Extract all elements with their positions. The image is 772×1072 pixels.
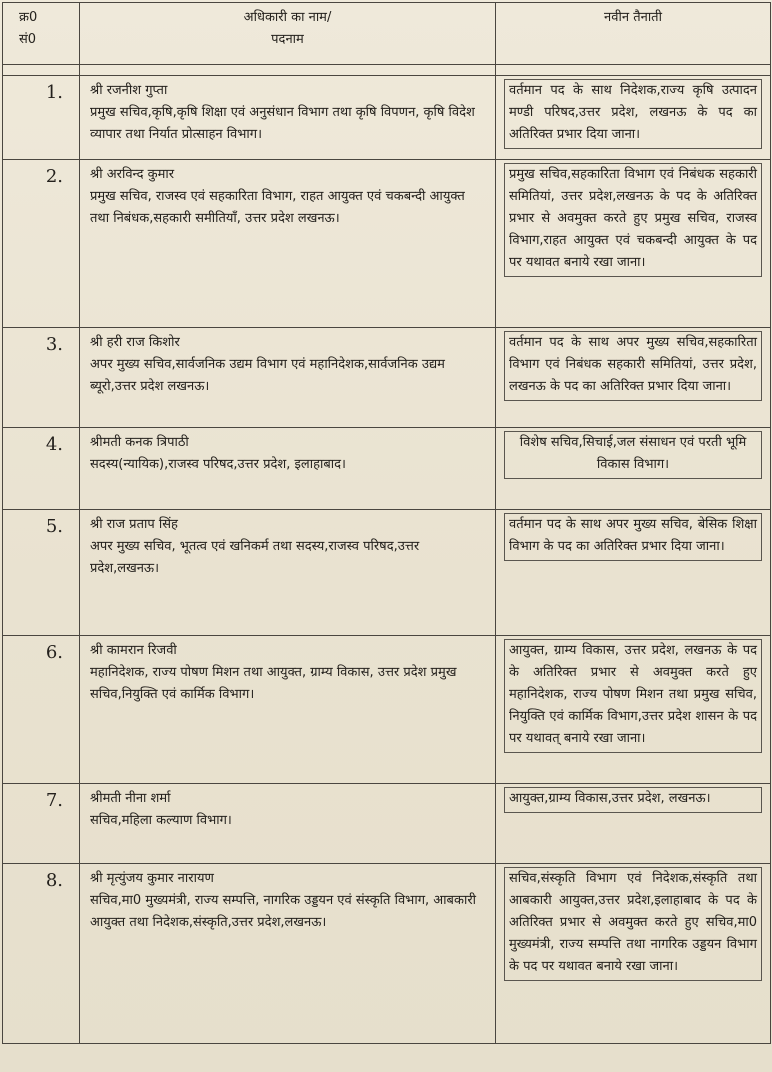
officer-cell: [80, 864, 496, 1044]
serial-number: 7.: [3, 784, 80, 864]
posting-text: वर्तमान पद के साथ निदेशक,राज्य कृषि उत्पादन मण्डी परिषद,उत्तर प्रदेश, लखनऊ के पद का अतिरिक्त प्रभार दिया जाना।: [504, 79, 762, 149]
spacer-row: [3, 65, 771, 76]
table-row: [3, 864, 771, 1044]
officer-cell: [80, 328, 496, 428]
posting-text: वर्तमान पद के साथ अपर मुख्य सचिव, बेसिक शिक्षा विभाग के पद का अतिरिक्त प्रभार दिया जाना।: [504, 513, 762, 561]
officer-cell: [80, 636, 496, 784]
serial-number: 4.: [3, 428, 80, 510]
serial-number: 8.: [3, 864, 80, 1044]
officer-name: श्री राज प्रताप सिंह: [90, 517, 178, 532]
serial-number: 1.: [3, 76, 80, 160]
serial-number: 2.: [3, 160, 80, 328]
table-row: [3, 636, 771, 784]
posting-cell: [496, 428, 771, 510]
officer-name: श्री हरी राज किशोर: [90, 335, 180, 350]
officer-name: श्री कामरान रिजवी: [90, 643, 177, 658]
officer-cell: [80, 428, 496, 510]
posting-table: [2, 2, 771, 1044]
table-row: [3, 76, 771, 160]
officer-header: अधिकारी का नाम/ पदनाम: [80, 3, 496, 65]
posting-text: आयुक्त,ग्राम्य विकास,उत्तर प्रदेश, लखनऊ।: [504, 787, 762, 813]
officer-name: श्रीमती कनक त्रिपाठी: [90, 435, 189, 450]
table-row: [3, 510, 771, 636]
officer-designation: अपर मुख्य सचिव,सार्वजनिक उद्यम विभाग एवं महानिदेशक,सार्वजनिक उद्यम ब्यूरो,उत्तर प्रदेश लखनऊ।: [90, 357, 445, 394]
officer-name: श्री मृत्युंजय कुमार नारायण: [90, 871, 214, 886]
officer-designation: प्रमुख सचिव, राजस्व एवं सहकारिता विभाग, राहत आयुक्त एवं चकबन्दी आयुक्त तथा निबंधक,सहकारी समीतियाँ, उत्तर प्रदेश लखनऊ।: [90, 189, 465, 226]
posting-cell: [496, 510, 771, 636]
posting-header: नवीन तैनाती: [496, 3, 771, 65]
posting-text: वर्तमान पद के साथ अपर मुख्य सचिव,सहकारिता विभाग एवं निबंधक सहकारी समितियां, उत्तर प्रदेश, लखनऊ के पद का अतिरिक्त प्रभार दिया जाना।: [504, 331, 762, 401]
table-row: [3, 784, 771, 864]
officer-designation: सचिव,मा0 मुख्यमंत्री, राज्य सम्पत्ति, नागरिक उड्डयन एवं संस्कृति विभाग, आबकारी आयुक्त तथा निदेशक,संस्कृति,उत्तर प्रदेश,लखनऊ।: [90, 893, 477, 930]
officer-name: श्री रजनीश गुप्ता: [90, 83, 168, 98]
posting-text: प्रमुख सचिव,सहकारिता विभाग एवं निबंधक सहकारी समितियां, उत्तर प्रदेश,लखनऊ के पद के अतिरिक्त प्रभार से अवमुक्त करते हुए प्रमुख सचिव, राजस्व विभाग,राहत आयुक्त एवं चकबन्दी आयुक्त के पद पर यथावत बनाये रखा जाना।: [504, 163, 762, 277]
officer-cell: [80, 76, 496, 160]
posting-text: विशेष सचिव,सिचाई,जल संसाधन एवं परती भूमि विकास विभाग।: [504, 431, 762, 479]
officer-cell: [80, 510, 496, 636]
officer-cell: [80, 160, 496, 328]
serial-header: क्र0 सं0: [3, 3, 80, 65]
table-row: [3, 428, 771, 510]
posting-text: सचिव,संस्कृति विभाग एवं निदेशक,संस्कृति तथा आबकारी आयुक्त,उत्तर प्रदेश,इलाहाबाद के पद के अतिरिक्त प्रभार से अवमुक्त करते हुए सचिव,मा0 मुख्यमंत्री, राज्य सम्पत्ति तथा नागरिक उड्डयन विभाग के पद पर यथावत बनाये रखा जाना।: [504, 867, 762, 981]
posting-cell: [496, 864, 771, 1044]
officer-cell: [80, 784, 496, 864]
posting-cell: [496, 636, 771, 784]
officer-designation: प्रमुख सचिव,कृषि,कृषि शिक्षा एवं अनुसंधान विभाग तथा कृषि विपणन, कृषि विदेश व्यापार तथा निर्यात प्रोत्साहन विभाग।: [90, 105, 475, 142]
header-row: [3, 3, 771, 65]
table-row: [3, 328, 771, 428]
officer-designation: अपर मुख्य सचिव, भूतत्व एवं खनिकर्म तथा सदस्य,राजस्व परिषद,उत्तर प्रदेश,लखनऊ।: [90, 539, 420, 576]
posting-text: आयुक्त, ग्राम्य विकास, उत्तर प्रदेश, लखनऊ के पद के अतिरिक्त प्रभार से अवमुक्त करते हुए महानिदेशक, राज्य पोषण मिशन तथा प्रमुख सचिव, नियुक्ति एवं कार्मिक विभाग,उत्तर प्रदेश शासन के पद पर यथावत् बनाये रखा जाना।: [504, 639, 762, 753]
table-row: [3, 160, 771, 328]
serial-number: 6.: [3, 636, 80, 784]
serial-number: 5.: [3, 510, 80, 636]
posting-cell: [496, 784, 771, 864]
officer-designation: सचिव,महिला कल्याण विभाग।: [90, 813, 232, 828]
serial-number: 3.: [3, 328, 80, 428]
officer-designation: सदस्य(न्यायिक),राजस्व परिषद,उत्तर प्रदेश, इलाहाबाद।: [90, 457, 346, 472]
posting-cell: [496, 160, 771, 328]
officer-name: श्री अरविन्द कुमार: [90, 167, 175, 182]
officer-designation: महानिदेशक, राज्य पोषण मिशन तथा आयुक्त, ग्राम्य विकास, उत्तर प्रदेश प्रमुख सचिव,नियुक्ति एवं कार्मिक विभाग।: [90, 665, 457, 702]
posting-cell: [496, 328, 771, 428]
posting-cell: [496, 76, 771, 160]
officer-name: श्रीमती नीना शर्मा: [90, 791, 171, 806]
